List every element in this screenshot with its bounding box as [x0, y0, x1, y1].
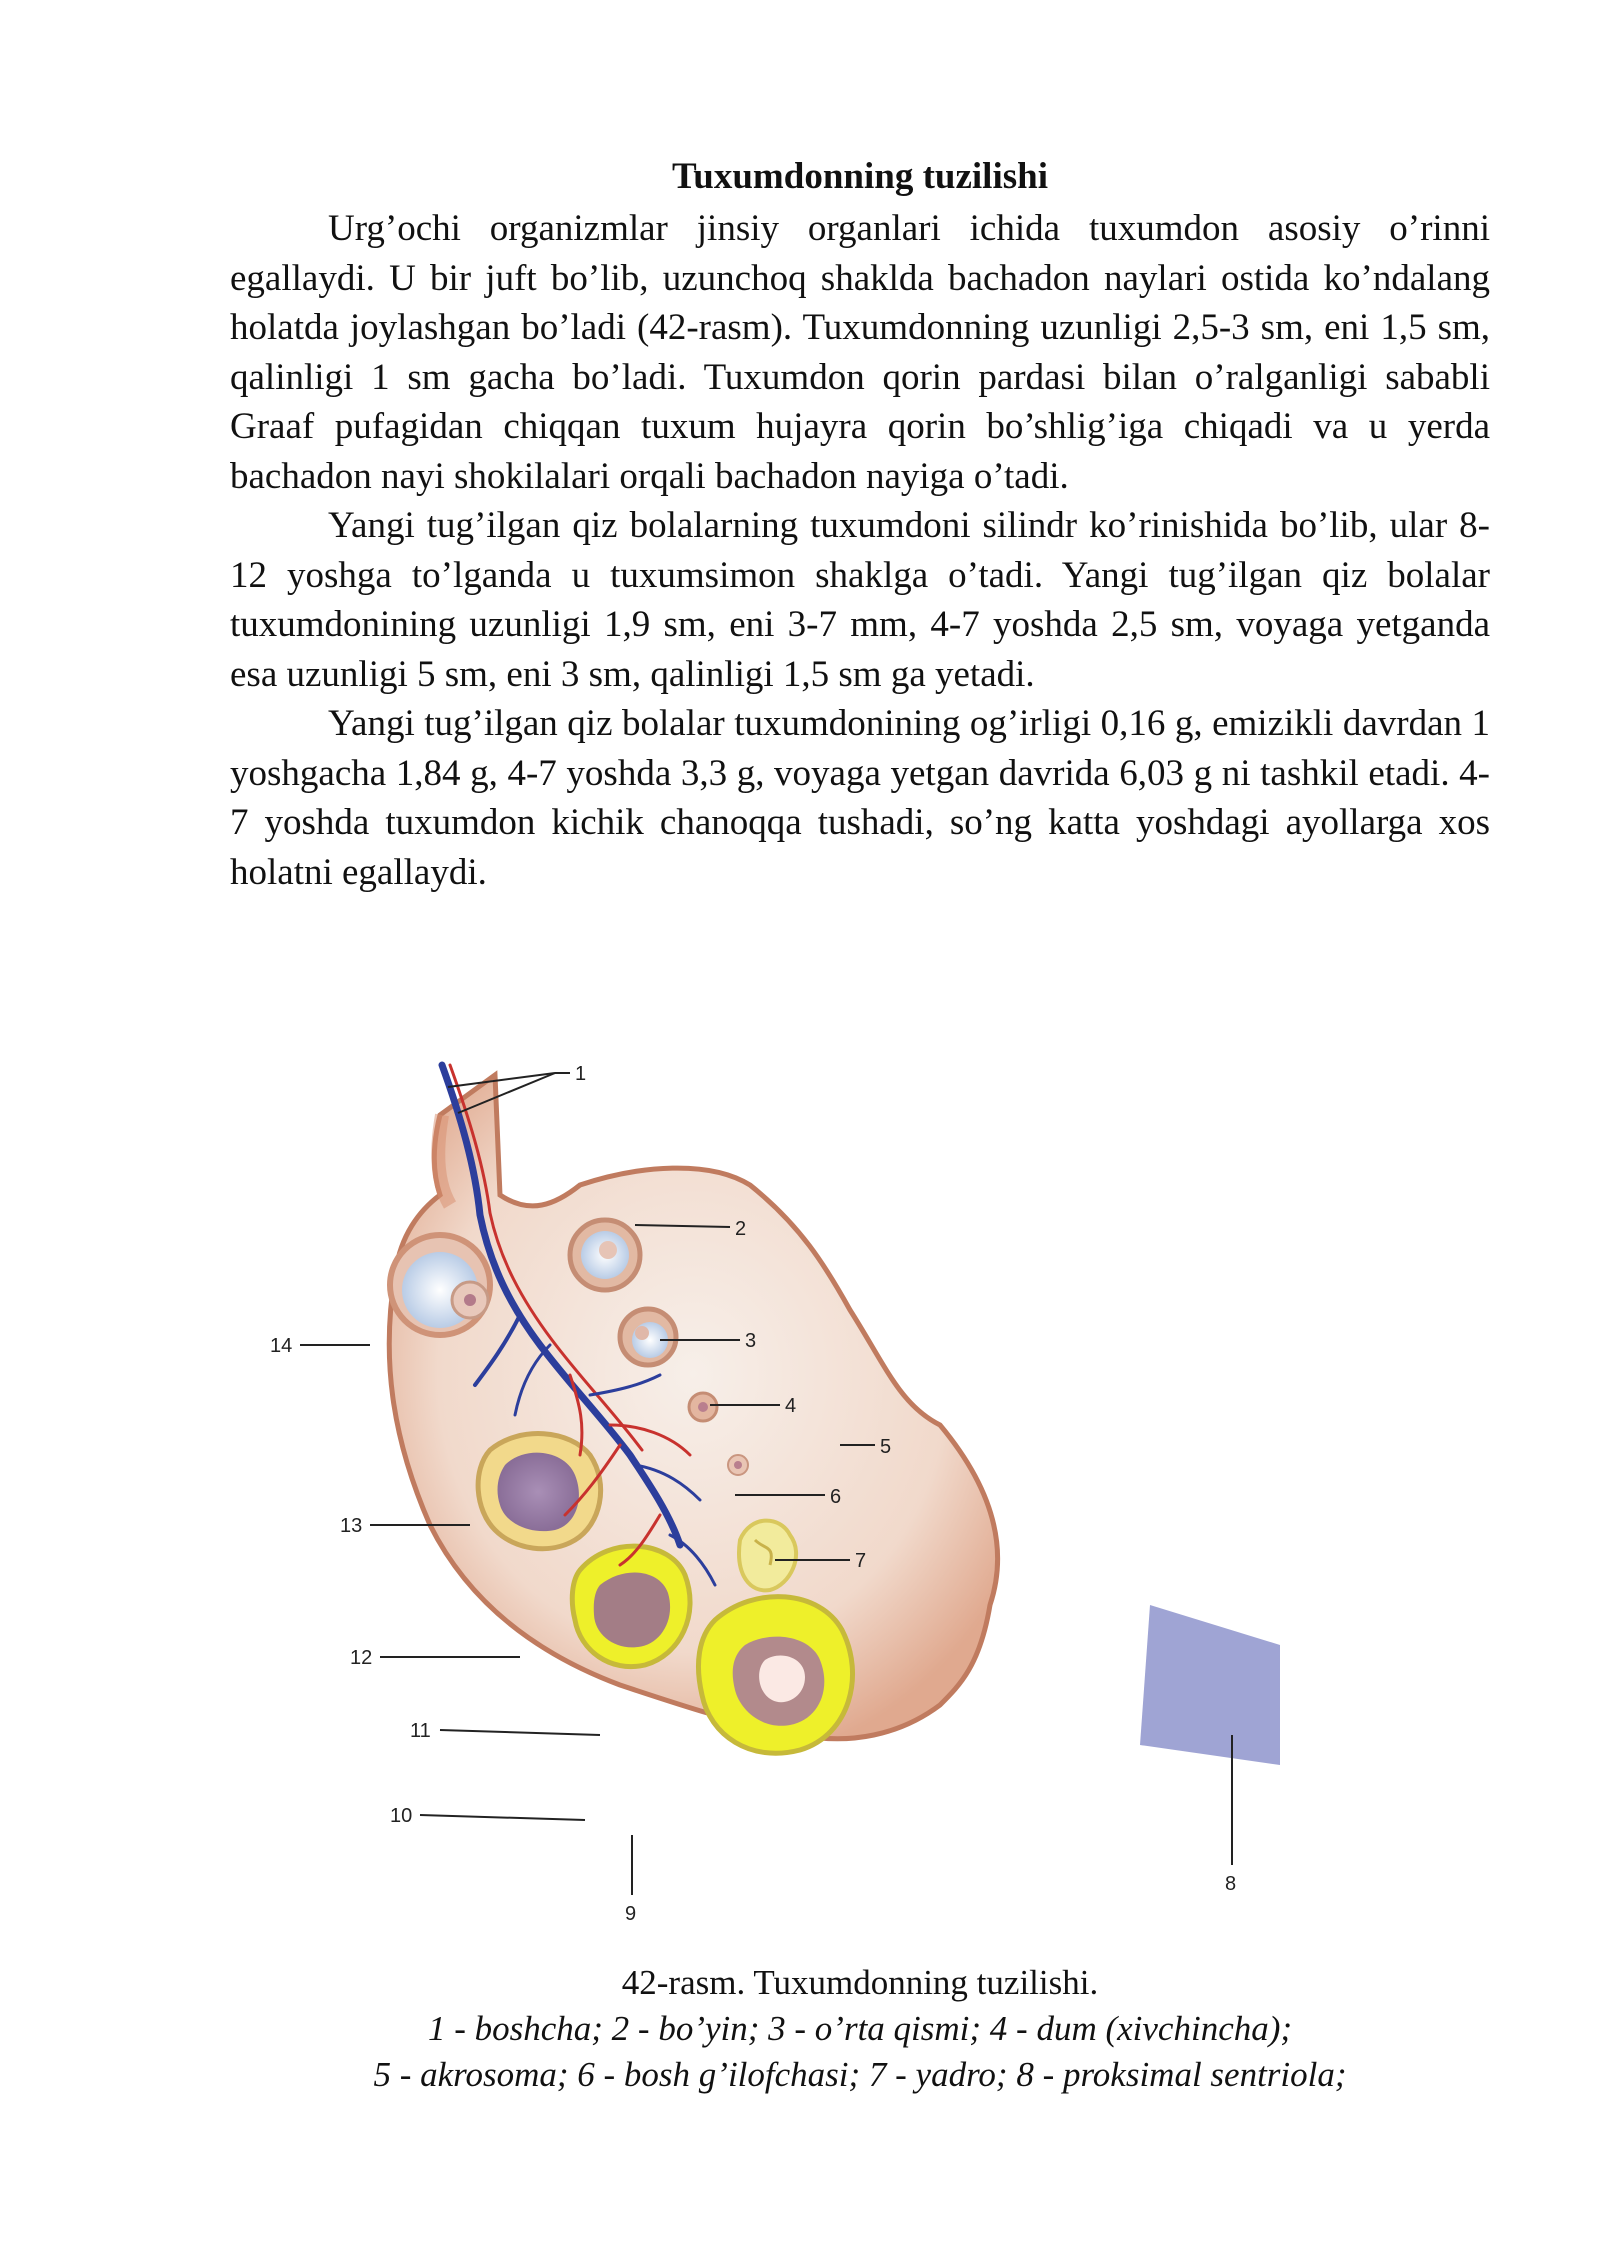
ligament-shape: [1140, 1605, 1280, 1765]
corpus-albicans-7: [739, 1521, 796, 1591]
caption-legend-line-2: 5 - akrosoma; 6 - bosh g’ilofchasi; 7 - yadro; 8 - proksimal sentriola;: [373, 2055, 1347, 2094]
label-2: 2: [735, 1218, 747, 1240]
label-6: 6: [830, 1486, 842, 1508]
body-text: [230, 204, 1490, 897]
label-7: 7: [855, 1550, 867, 1572]
label-11: 11: [410, 1720, 431, 1742]
label-8: 8: [1225, 1873, 1237, 1895]
paragraph-1: Urg’ochi organizmlar jinsiy organlari ichida tuxumdon asosiy o’rinni egallaydi. U bir juft bo’lib, uzunchoq shaklda bachadon naylari ostida ko’ndalang holatda joylashgan bo’ladi (42-rasm). Tuxumdonning uzunligi 2,5-3 sm, eni 1,5 sm, qalinligi 1 sm gacha bo’ladi. Tuxumdon qorin pardasi bilan o’ralganligi sababli Graaf pufagidan chiqqan tuxum hujayra qorin bo’shlig’iga chiqadi va u yerda bachadon nayi shokilalari orqali bachadon nayiga o’tadi.: [230, 208, 1490, 497]
label-13: 13: [340, 1515, 363, 1537]
paragraph-2: Yangi tug’ilgan qiz bolalarning tuxumdoni silindr ko’rinishida bo’lib, ular 8-12 yoshga to’lganda u tuxumsimon shaklga o’tadi. Yangi tug’ilgan qiz bolalar tuxumdonining uzunligi 1,9 sm, eni 3-7 mm, 4-7 yoshda 2,5 sm, voyaga yetganda esa uzunligi 5 sm, eni 3 sm, qalinligi 1,5 sm ga yetadi.: [230, 505, 1490, 695]
label-12: 12: [350, 1647, 373, 1669]
page-title: Tuxumdonning tuzilishi: [671, 156, 1049, 197]
label-4: 4: [785, 1395, 797, 1417]
ovary-diagram: [270, 1045, 1320, 1955]
caption-legend-line-1: 1 - boshcha; 2 - bo’yin; 3 - o’rta qismi; 4 - dum (xivchincha);: [427, 2009, 1293, 2048]
label-14: 14: [270, 1335, 293, 1357]
ovary-illustration: [270, 1045, 1320, 1955]
figure-caption: [230, 1960, 1490, 2098]
label-10: 10: [390, 1805, 413, 1827]
paragraph-3: Yangi tug’ilgan qiz bolalar tuxumdonining og’irligi 0,16 g, emizikli davrdan 1 yoshgacha 1,84 g, 4-7 yoshda 3,3 g, voyaga yetgan davrida 6,03 g ni tashkil etadi. 4-7 yoshda tuxumdon kichik chanoqqa tushadi, so’ng katta yoshdagi ayollarga xos holatni egallaydi.: [230, 703, 1490, 893]
label-1: 1: [575, 1063, 587, 1085]
caption-title: 42-rasm. Tuxumdonning tuzilishi.: [621, 1963, 1099, 2002]
label-5: 5: [880, 1436, 892, 1458]
label-3: 3: [745, 1330, 757, 1352]
label-9: 9: [625, 1903, 637, 1925]
